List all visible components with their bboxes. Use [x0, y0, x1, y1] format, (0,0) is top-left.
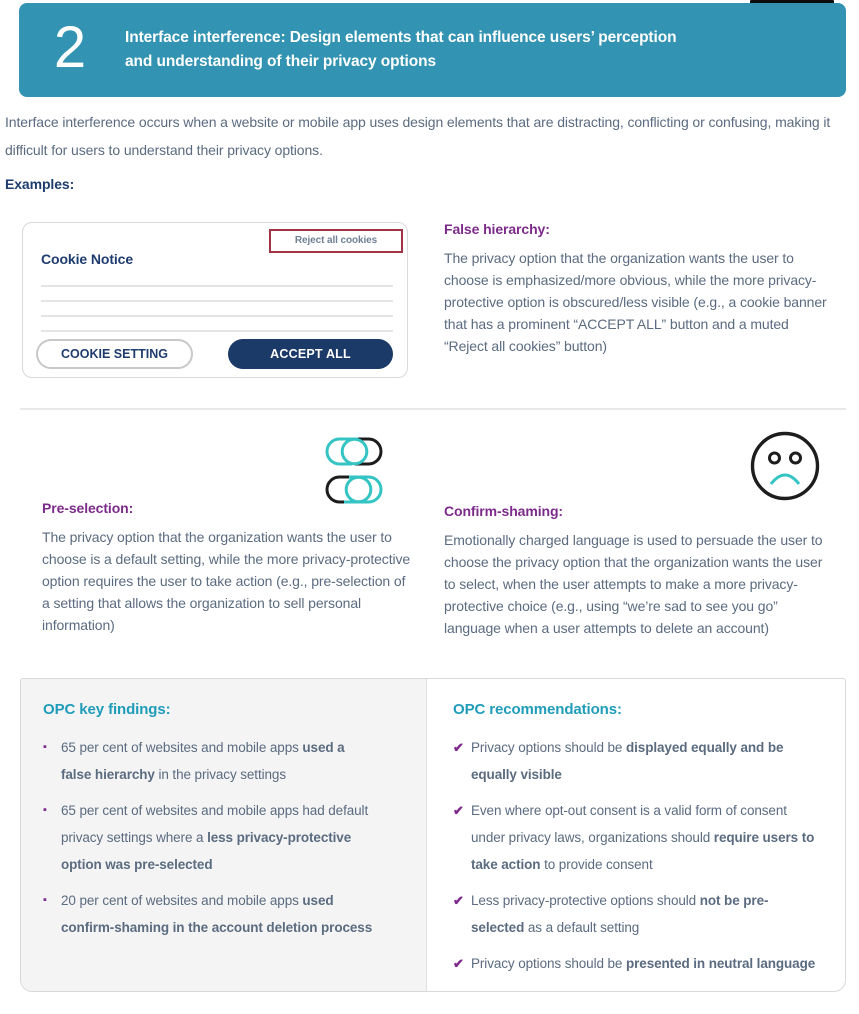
list-item — [453, 734, 821, 788]
sad-face-icon — [750, 428, 820, 504]
opc-recommendations-column — [427, 679, 845, 991]
confirm-shaming-body: Emotionally charged language is used to persuade the user to choose the privacy option that the organization wants the user to select, when the user attempts to make a more privacy-protective choice (e.g., using “we’re sad to see you go” language when a user attempts to delete an account) — [444, 532, 823, 636]
opc-key-findings-column — [21, 679, 427, 991]
placeholder-line — [41, 330, 393, 332]
square-bullet-icon: ▪ — [43, 741, 47, 753]
cookie-banner-example — [22, 222, 408, 378]
false-hierarchy-heading: False hierarchy: — [444, 221, 550, 237]
section-divider — [20, 408, 846, 410]
pre-selection-section — [42, 497, 416, 636]
square-bullet-icon: ▪ — [43, 894, 47, 906]
list-item-text: Even where opt-out consent is a valid form of consent under privacy laws, organizations should require users to take action to provide consent — [471, 803, 815, 872]
findings-list — [43, 734, 396, 941]
intro-paragraph: Interface interference occurs when a website or mobile app uses design elements that are distracting, conflicting or confusing, making it difficult for users to understand their privacy options. — [5, 114, 831, 158]
list-item-text: Privacy options should be displayed equally and be equally visible — [471, 740, 784, 782]
placeholder-text-lines — [41, 285, 393, 345]
placeholder-line — [41, 285, 393, 287]
list-item — [43, 797, 396, 878]
cookie-setting-button[interactable]: COOKIE SETTING — [36, 339, 193, 369]
cookie-buttons-row — [36, 339, 396, 369]
false-hierarchy-body: The privacy option that the organization wants the user to choose is emphasized/more obvious, while the more privacy-protective option is obscured/less visible (e.g., a cookie banner that has a prominent “ACCEPT ALL” button and a muted “Reject all cookies” button) — [444, 250, 827, 354]
checkmark-icon: ✔ — [453, 956, 464, 971]
recommendations-heading: OPC recommendations: — [453, 701, 622, 718]
examples-heading: Examples: — [5, 176, 75, 192]
list-item-text: Less privacy-protective options should not be pre-selected as a default setting — [471, 893, 769, 935]
list-item-text: Privacy options should be presented in neutral language — [471, 956, 816, 971]
list-item-text: 65 per cent of websites and mobile apps used a false hierarchy in the privacy settings — [61, 740, 345, 782]
list-item-text: 65 per cent of websites and mobile apps had default privacy settings where a less privacy-protective option was pre-selected — [61, 803, 369, 872]
section-title: Interface interference: Design elements that can influence users’ perception and understanding of their privacy options — [125, 29, 677, 70]
checkmark-icon: ✔ — [453, 740, 464, 755]
findings-recommendations-panel — [20, 678, 846, 992]
reject-all-cookies-link[interactable]: Reject all cookies — [269, 229, 403, 253]
findings-heading: OPC key findings: — [43, 701, 171, 718]
list-item — [453, 887, 821, 941]
placeholder-line — [41, 300, 393, 302]
pre-selection-heading: Pre-selection: — [42, 500, 134, 516]
section-banner — [19, 3, 846, 97]
recommendations-list — [453, 734, 821, 977]
cookie-notice-title: Cookie Notice — [41, 251, 134, 267]
checkmark-icon: ✔ — [453, 893, 464, 908]
square-bullet-icon: ▪ — [43, 804, 47, 816]
list-item — [43, 887, 396, 941]
section-number: 2 — [53, 15, 87, 80]
checkmark-icon: ✔ — [453, 803, 464, 818]
toggle-switches-icon — [325, 437, 383, 505]
confirm-shaming-heading: Confirm-shaming: — [444, 503, 563, 519]
confirm-shaming-section — [444, 500, 836, 639]
list-item — [453, 950, 821, 977]
pre-selection-body: The privacy option that the organization wants the user to choose is a default setting, while the more privacy-protective option requires the user to take action (e.g., pre-selection of a setting that allows the organization to sell personal information) — [42, 529, 411, 633]
accept-all-button[interactable]: ACCEPT ALL — [228, 339, 393, 369]
false-hierarchy-section — [444, 218, 828, 357]
list-item — [43, 734, 396, 788]
placeholder-line — [41, 315, 393, 317]
list-item-text: 20 per cent of websites and mobile apps used confirm-shaming in the account deletion process — [61, 893, 373, 935]
list-item — [453, 797, 821, 878]
